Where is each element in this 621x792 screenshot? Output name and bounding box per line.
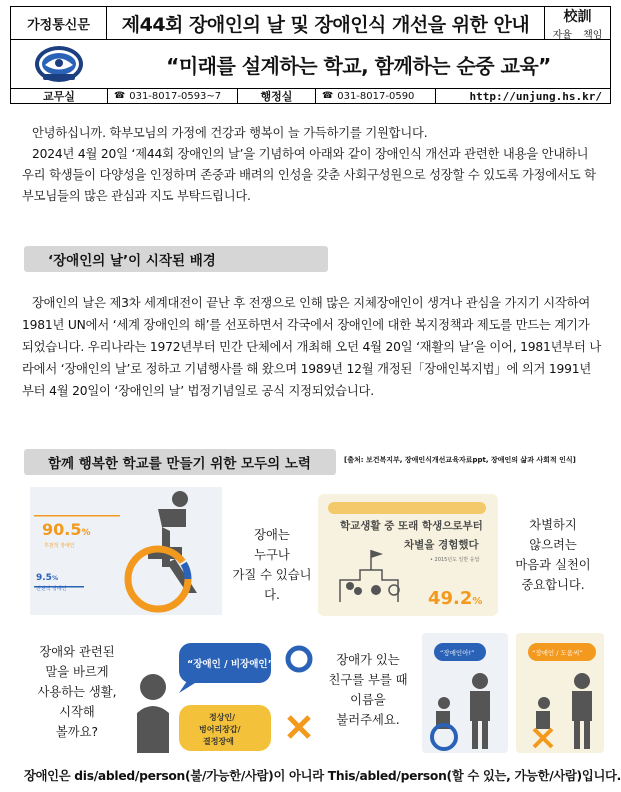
school-motto <box>544 7 610 39</box>
call-by-name-illustration <box>422 633 604 753</box>
svg-text:9.5% <box>36 573 58 583</box>
stat-acquired-unit: % <box>81 528 91 538</box>
header-contact-row <box>10 88 611 104</box>
stat-acquired-label: 후천적 장애인 <box>44 543 75 549</box>
school-emblem-icon <box>11 40 107 88</box>
survey-note: • 2015년도 일반 응답 <box>430 557 480 563</box>
office1-phone: 031-8017-0593~7 <box>129 90 222 102</box>
stat-congenital-label: 선천적 장애인 <box>36 586 67 592</box>
phone-icon: ☎ <box>114 91 126 101</box>
newsletter-header <box>10 6 611 104</box>
office1-label: 교무실 <box>43 90 75 103</box>
bubble-correct-term: “장애인 / 비장애인” <box>187 659 274 670</box>
section-heading-background: ‘장애인의 날’이 시작된 배경 <box>24 246 328 272</box>
acquired-disability-illustration <box>30 487 222 615</box>
survey-line2: 차별을 경험했다 <box>404 539 479 551</box>
intro-text <box>22 123 602 207</box>
school-slogan: “미래를 설계하는 학교, 함께하는 순중 교육” <box>166 53 551 78</box>
closing-statement: 장애인은 dis/abled/person(불/가능한/사람)이 아니라 This/abled/person(할 수 있는, 가능한/사람)입니다. <box>24 769 621 783</box>
page-title: 제44회 장애인의 날 및 장애인식 개선을 위한 안내 <box>121 13 530 36</box>
caption-no-discrimination: 차별하지 않으려는 마음과 실천이 중요합니다. <box>515 518 591 592</box>
phone-icon: ☎ <box>322 91 334 101</box>
publication-type: 가정통신문 <box>11 7 107 39</box>
office2-phone: 031-8017-0590 <box>337 90 415 102</box>
caption-anyone-disability: 장애는 누구나 가질 수 있습니다. <box>232 528 312 602</box>
bubble-wrong-term-1: 정상인/ <box>209 713 236 722</box>
source-citation: [출처: 보건복지부, 장애인식개선교육자료ppt, 장애인의 삶과 사회적 인식] <box>344 456 576 464</box>
section-heading-effort: 함께 행복한 학교를 만들기 위한 모두의 노력 <box>24 449 336 475</box>
header-slogan-row <box>10 40 611 88</box>
intro-body: 2024년 4월 20일 ‘제44회 장애인의 날’을 기념하여 아래와 같이 장애인식 개선과 관련한 내용을 안내하니 우리 학생들이 다양성을 인정하며 존중과 배려의 인성을 갖춘 사회구성원으로 성장할 수 있도록 가정에서도 학부모님들의 많은 관심과 지도 부탁드립니다. <box>22 147 596 203</box>
school-website-link[interactable]: http://unjung.hs.kr/ <box>469 89 602 103</box>
bubble-wrong-term-2: 벙어리장갑/ <box>199 725 241 734</box>
header-title-row <box>10 6 611 40</box>
intro-greeting: 안녕하십니까. 학부모님의 가정에 건강과 행복이 늘 가득하기를 기원합니다. <box>32 126 428 140</box>
office2-label: 행정실 <box>260 90 293 103</box>
survey-line1: 학교생활 중 또래 학생으로부터 <box>340 520 483 532</box>
background-paragraph: 장애인의 날은 제3차 세계대전이 끝난 후 전쟁으로 인해 많은 지체장애인이 생겨나 관심을 가지기 시작하여 1981년 UN에서 ‘세계 장애인의 해’를 선포하면서 각국에서 장애인에 대한 복지정책과 제도를 만드는 계기가 되었습니다. 우리나라는 1972년부터 민간 단체에서 개최해 오던 4월 20일 ‘재활의 날’을 이어, 1981년부터 나라에서 ‘장애인의 날’로 정하고 기념행사를 해 왔으며 1989년 12월 개정된「장애인복지법」에 의거 1991년부터 4월 20일이 ‘장애인의 날’ 법정기념일로 공식 지정되었습니다. <box>22 296 602 398</box>
caption-call-by-name: 장애가 있는 친구를 부를 때 이름을 불러주세요. <box>328 653 408 727</box>
survey-pct-value: 49.2 <box>428 588 473 609</box>
motto-title: 校訓 <box>563 8 592 25</box>
caption-correct-words: 장애와 관련된 말을 바르게 사용하는 생활, 시작해 볼까요? <box>37 645 117 739</box>
stat-congenital-value: 9.5 <box>36 573 52 583</box>
correct-terms-illustration <box>135 635 319 753</box>
bubble-wrong-term-3: 결정장애 <box>203 737 234 746</box>
stat-congenital-unit: % <box>51 575 58 582</box>
stat-acquired-value: 90.5 <box>42 520 82 539</box>
survey-pct-unit: % <box>472 596 483 607</box>
bubble-call-2: “장애인 / 도움씨” <box>532 649 583 657</box>
circle-correct-icon <box>288 648 310 670</box>
discrimination-survey-illustration <box>318 494 498 616</box>
x-wrong-icon <box>289 717 309 737</box>
motto-words: 자율 책임 <box>552 29 603 41</box>
bubble-call-1: “장애인아!” <box>440 649 475 657</box>
